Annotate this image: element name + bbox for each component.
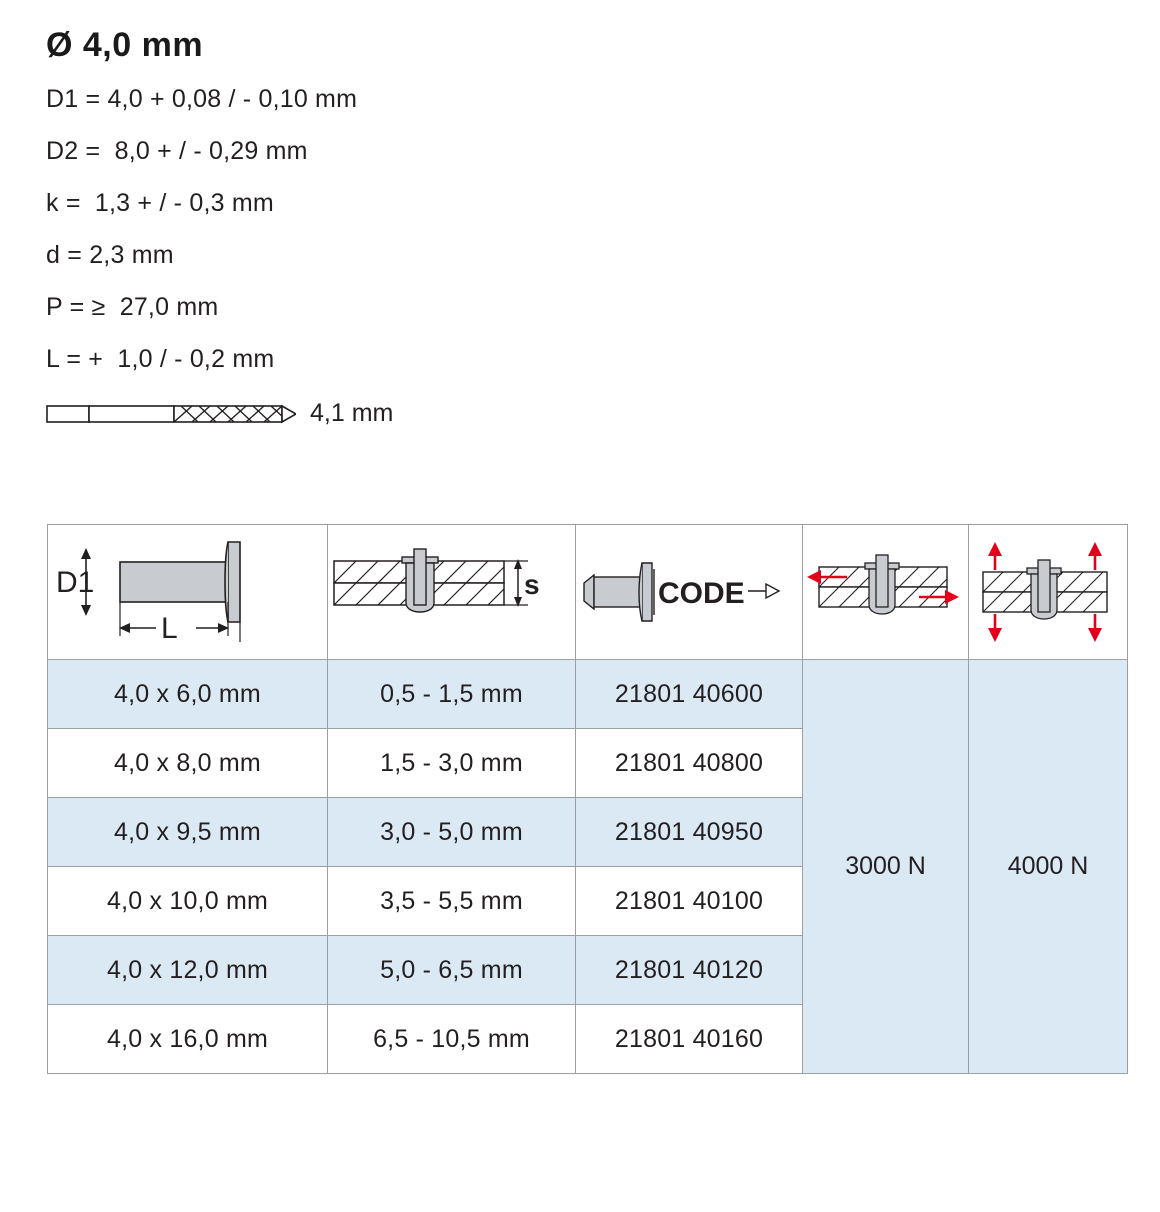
cell-grip: 3,5 - 5,5 mm — [328, 867, 576, 936]
svg-text:D1: D1 — [56, 566, 95, 599]
cell-code: 21801 40800 — [576, 729, 803, 798]
rivet-grip-diagram — [328, 537, 575, 647]
header-tensile-cell — [969, 525, 1128, 660]
cell-grip: 5,0 - 6,5 mm — [328, 936, 576, 1005]
cell-grip: 1,5 - 3,0 mm — [328, 729, 576, 798]
spec-line-l: L = + 1,0 / - 0,2 mm — [46, 345, 275, 373]
specification-list — [46, 87, 1124, 372]
cell-size: 4,0 x 9,5 mm — [48, 798, 328, 867]
cell-size: 4,0 x 12,0 mm — [48, 936, 328, 1005]
table-row — [48, 660, 1128, 729]
spec-line-k: k = 1,3 + / - 0,3 mm — [46, 189, 274, 217]
header-grip-cell — [328, 525, 576, 660]
cell-shear-force: 3000 N — [803, 660, 969, 1074]
table-header-row — [48, 525, 1128, 660]
spec-line-d: d = 2,3 mm — [46, 241, 174, 269]
header-shear-cell — [803, 525, 969, 660]
cell-code: 21801 40100 — [576, 867, 803, 936]
tensile-force-diagram — [969, 536, 1127, 648]
drill-hole-row — [46, 399, 1124, 428]
cell-code: 21801 40120 — [576, 936, 803, 1005]
page-title: Ø 4,0 mm — [46, 26, 204, 64]
cell-size: 4,0 x 10,0 mm — [48, 867, 328, 936]
cell-code: 21801 40160 — [576, 1005, 803, 1074]
drill-diameter-label: 4,1 mm — [310, 399, 394, 427]
code-symbol-label: CODE — [658, 577, 745, 610]
cell-tensile-force: 4000 N — [969, 660, 1128, 1074]
cell-code: 21801 40600 — [576, 660, 803, 729]
cell-grip: 3,0 - 5,0 mm — [328, 798, 576, 867]
cell-grip: 6,5 - 10,5 mm — [328, 1005, 576, 1074]
grip-symbol-label: s — [524, 569, 540, 600]
drill-bit-icon — [46, 401, 296, 427]
spec-line-p: P = ≥ 27,0 mm — [46, 293, 219, 321]
svg-text:L: L — [161, 612, 178, 645]
header-code-cell — [576, 525, 803, 660]
spec-line-d2: D2 = 8,0 + / - 0,29 mm — [46, 137, 308, 165]
cell-size: 4,0 x 8,0 mm — [48, 729, 328, 798]
cell-size: 4,0 x 6,0 mm — [48, 660, 328, 729]
header-dimension-cell — [48, 525, 328, 660]
rivet-table-wrap — [46, 524, 1124, 1074]
cell-grip: 0,5 - 1,5 mm — [328, 660, 576, 729]
rivet-dimension-diagram — [48, 532, 327, 652]
rivet-table — [47, 524, 1128, 1074]
shear-force-diagram — [803, 537, 968, 647]
spec-line-d1: D1 = 4,0 + 0,08 / - 0,10 mm — [46, 85, 358, 113]
cell-size: 4,0 x 16,0 mm — [48, 1005, 328, 1074]
rivet-code-diagram — [576, 553, 802, 631]
cell-code: 21801 40950 — [576, 798, 803, 867]
